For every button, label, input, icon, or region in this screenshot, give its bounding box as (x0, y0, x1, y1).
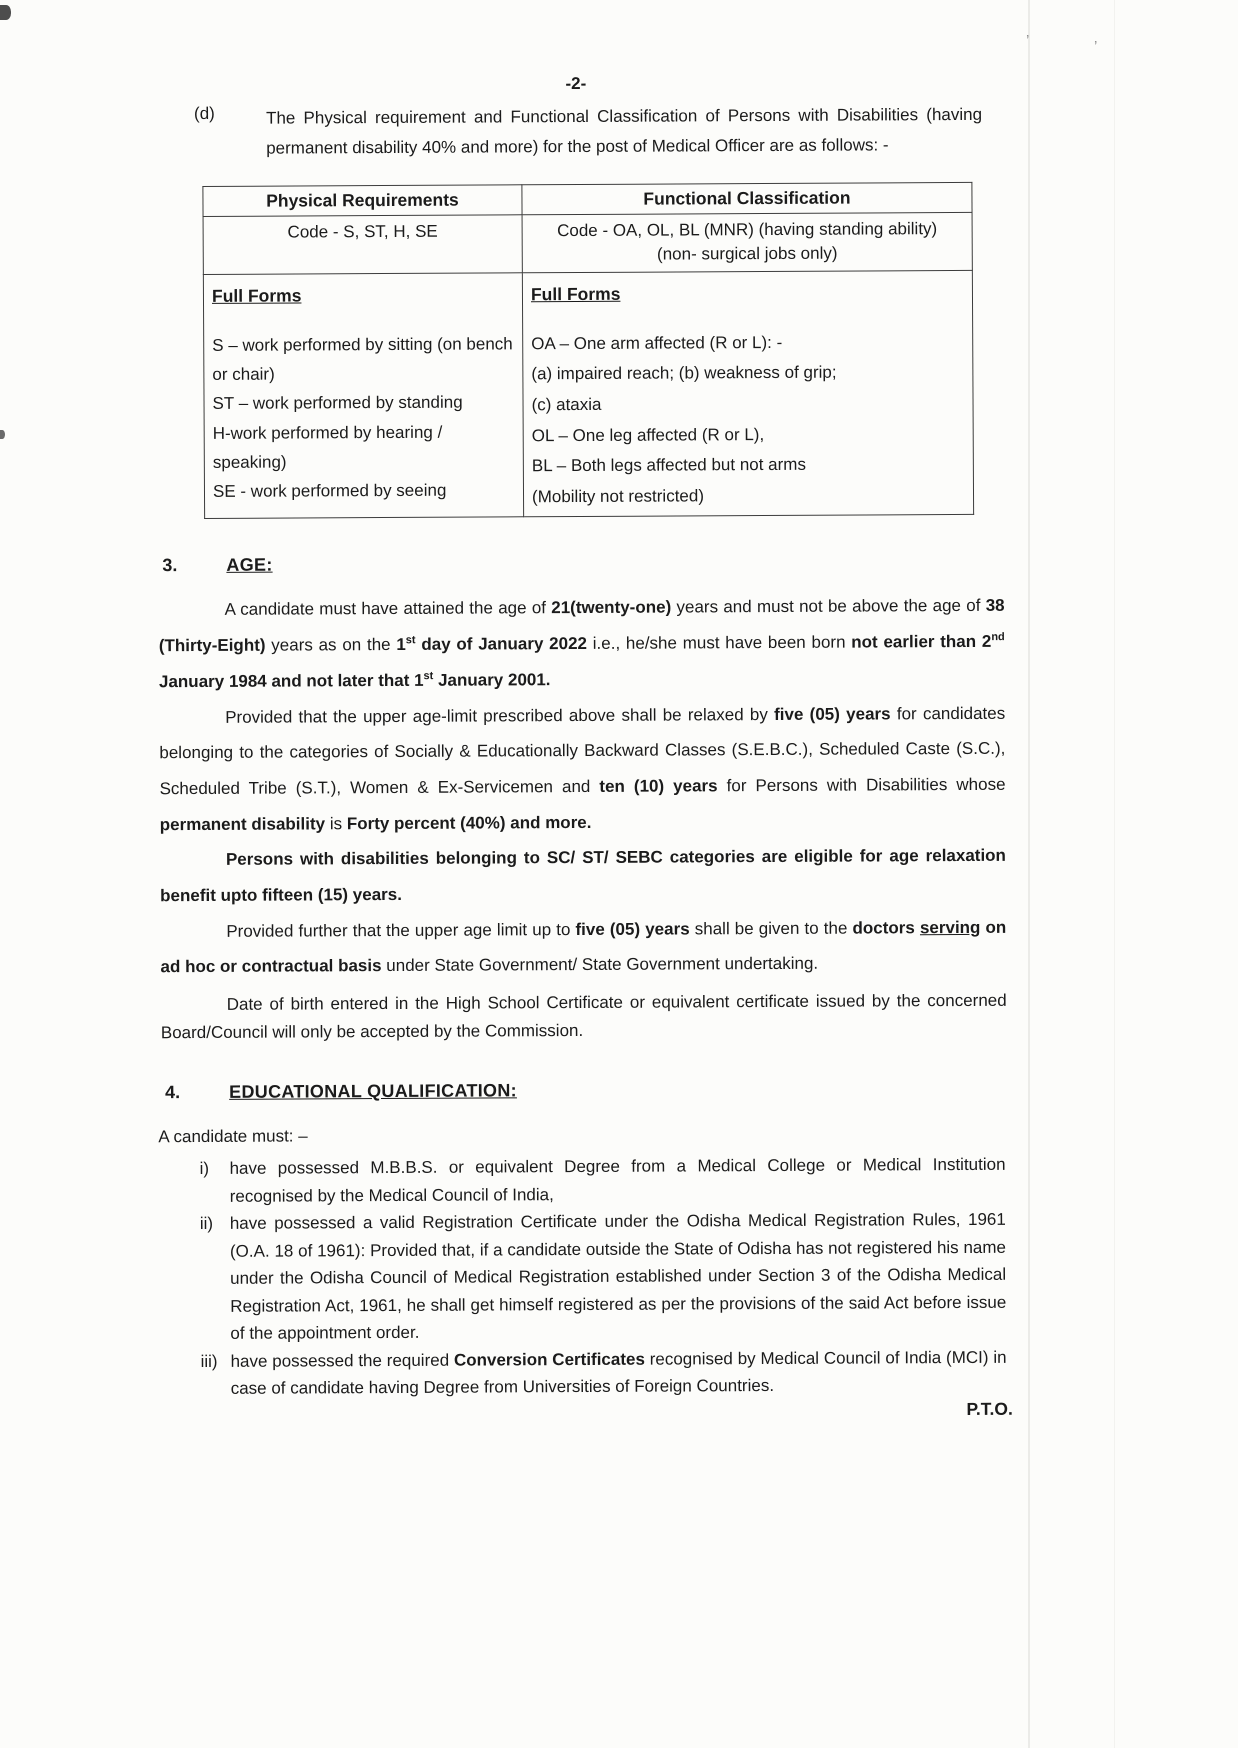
document-content (0, 71, 1238, 1425)
header-functional-classification: Functional Classification (522, 182, 972, 214)
fullform-item: ST – work performed by standing (212, 392, 463, 414)
header-physical-requirements: Physical Requirements (203, 184, 522, 216)
fullform-item: S – work performed by sitting (on bench or chair) (212, 334, 513, 385)
fullforms-list-physical (212, 329, 515, 506)
fullform-item: BL – Both legs affected but not arms (531, 455, 806, 476)
scan-stray-mark: ’ (1094, 38, 1098, 55)
fullform-item: H-work performed by hearing / speaking) (212, 422, 443, 472)
scan-corner-artifact (0, 5, 11, 20)
fullform-item: (c) ataxia (531, 394, 602, 415)
pto-label: P.T.O. (966, 1398, 1013, 1419)
fullform-item: SE - work performed by seeing (212, 480, 447, 501)
list-item-text: have possessed a valid Registration Certificate under the Odisha Medical Registration Rules, 1961 (O.A. 18 of 1961): Provided that, if a candidate outside the State of Odisha has not registered his name under the Odisha Council of Medical Registration established under Section 3 of the Odisha Medical Registration Act, 1961, he shall get himself registered as per the provisions of the said Act before issue of the appointment order. (229, 1209, 1007, 1344)
table-code-row (203, 212, 972, 274)
body-paragraph: Date of birth entered in the High School Certificate or equivalent certificate issued by the concerned Board/Council will only be accepted by the Commission. (160, 990, 1007, 1042)
table-header-row (203, 182, 972, 216)
body-paragraph: Provided that the upper age-limit prescribed above shall be relaxed by five (05) years for candidates belonging to the categories of Socially & Educationally Backward Classes (S.E.B.C.), Scheduled Caste (S.C.), Scheduled Tribe (S.T.), Women & Ex-Servicemen and ten (10) years for Persons with Disabilities whose permanent disability is Forty percent (40%) and more. (159, 703, 1006, 834)
education-lead-text: A candidate must: – (158, 1126, 308, 1147)
scan-edge-speck (0, 430, 5, 439)
code-cell-physical: Code - S, ST, H, SE (203, 214, 522, 274)
education-list-item (200, 1205, 1238, 1348)
fullform-item: OA – One arm affected (R or L): - (531, 332, 783, 354)
code-functional-line2: (non- surgical jobs only) (656, 243, 838, 264)
fullforms-cell-functional (522, 270, 973, 517)
section-title-age: AGE: (226, 555, 273, 576)
fullforms-list-functional (531, 327, 965, 513)
page-number: -2- (565, 73, 587, 94)
code-cell-functional (522, 212, 972, 273)
fullform-item: (a) impaired reach; (b) weakness of grip; (531, 363, 837, 384)
section-education-heading (165, 1077, 1238, 1104)
section-number: 3. (162, 555, 178, 576)
list-item-marker: ii) (199, 1214, 214, 1234)
fullforms-heading: Full Forms (211, 285, 302, 306)
fullforms-heading: Full Forms (530, 283, 621, 305)
list-item-text: have possessed the required Conversion Certificates recognised by Medical Council of India (MCI) in case of candidate having Degree from Universities of Foreign Countries. (230, 1347, 1007, 1399)
section-age-heading (162, 550, 1236, 577)
fullform-item: (Mobility not restricted) (531, 486, 705, 507)
section-title-education: EDUCATIONAL QUALIFICATION: (229, 1080, 517, 1102)
clause-label-d: (d) (193, 103, 215, 124)
body-paragraph: Persons with disabilities belonging to SC/ ST/ SEBC categories are eligible for age relaxation benefit upto fifteen (15) years. (160, 846, 1006, 906)
list-item-text: have possessed M.B.B.S. or equivalent Degree from a Medical College or Medical Institution recognised by the Medical Council of India, (229, 1154, 1006, 1206)
fullforms-cell-physical (203, 273, 523, 519)
body-paragraph: A candidate must have attained the age of 21(twenty-one) years and must not be above the age of 38 (Thirty-Eight) years as on the 1st day of January 2022 i.e., he/she must have been born not earlier than 2nd January 1984 and not later that 1st January 2001. (158, 596, 1005, 692)
education-list (199, 1150, 1238, 1403)
list-item-marker: iii) (200, 1351, 218, 1371)
intro-paragraph (194, 99, 1234, 164)
intro-text: The Physical requirement and Functional Classification of Persons with Disabilities (having permanent disability 40% and more) for the post of Medical Officer are as follows: - (265, 104, 983, 158)
section-number: 4. (165, 1082, 181, 1103)
code-functional-line1: Code - OA, OL, BL (MNR) (having standing ability) (557, 218, 938, 240)
education-list-item (199, 1150, 1238, 1211)
education-list-item (200, 1342, 1238, 1403)
list-item-marker: i) (199, 1159, 210, 1179)
fullform-item: OL – One leg affected (R or L), (531, 424, 765, 445)
age-paragraphs (159, 588, 1007, 1046)
table-fullforms-row (203, 270, 973, 519)
requirements-table (202, 181, 974, 519)
body-paragraph: Provided further that the upper age limit up to five (05) years shall be given to the doctors serving on ad hoc or contractual basis under State Government/ State Government undertaking. (160, 917, 1007, 977)
scan-stray-mark: ’ (1026, 32, 1030, 49)
